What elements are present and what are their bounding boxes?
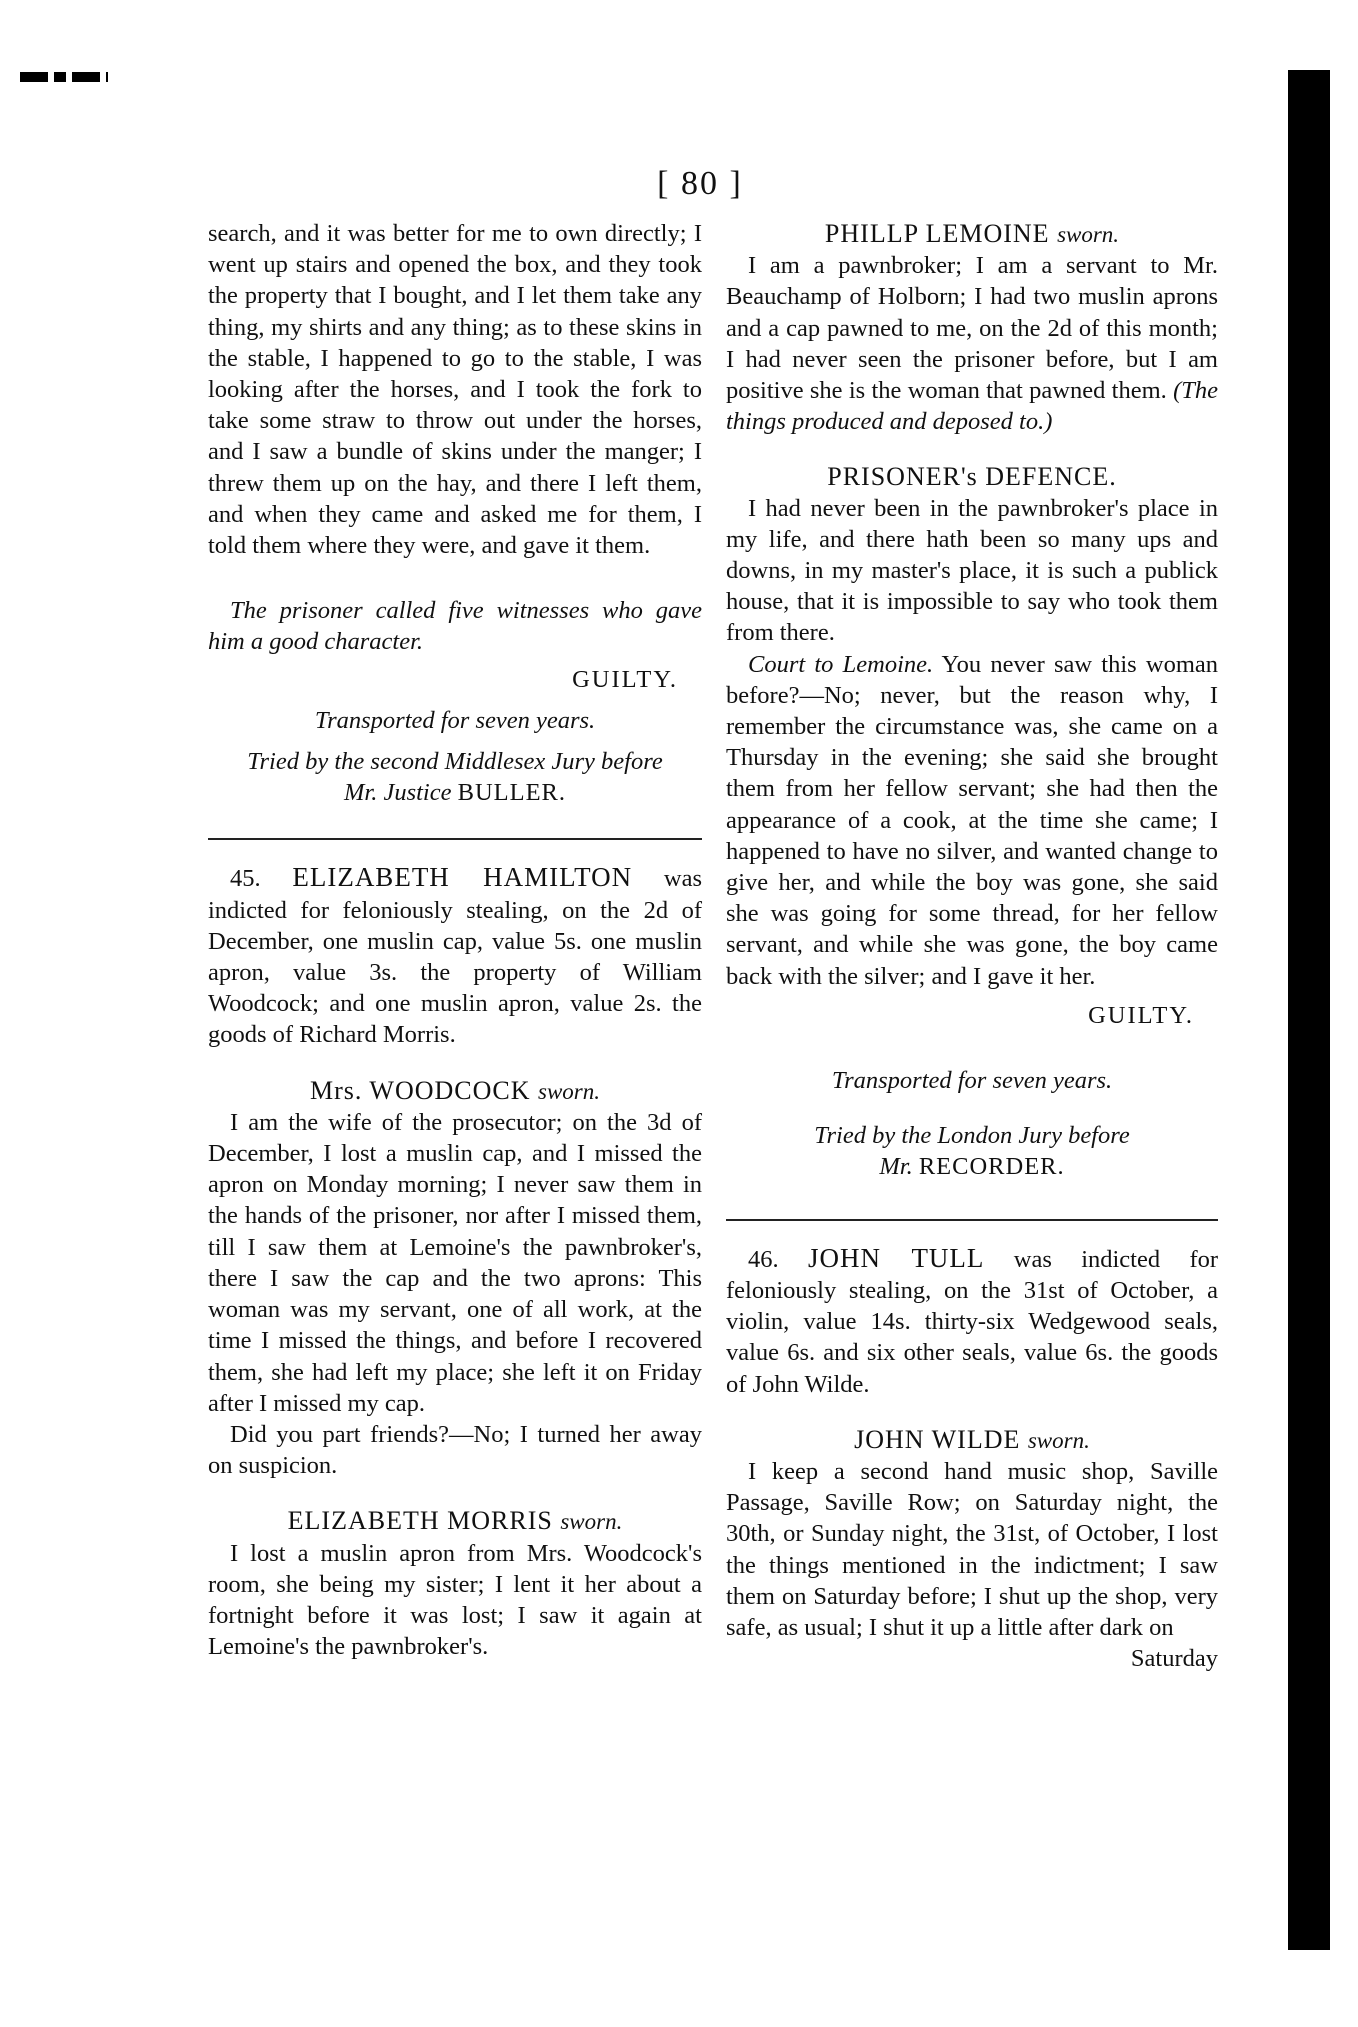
scan-edge-shadow	[1288, 70, 1330, 1950]
witness-name: ELIZABETH MORRIS	[287, 1506, 553, 1536]
scan-artifact-mark	[20, 72, 108, 82]
court-examination	[726, 649, 1218, 992]
case-number: 46.	[748, 1245, 779, 1273]
case-45-indictment	[208, 862, 702, 1050]
judge-title: Mr.	[879, 1153, 913, 1181]
judge-name: BULLER.	[457, 779, 567, 807]
court-label: Court to Lemoine.	[748, 650, 934, 678]
witness-heading	[726, 218, 1218, 250]
witness-testimony: I keep a second hand music shop, Saville Passage, Saville Row; on Saturday night, the 30th, or Sunday night, the 31st, of October, I lost the things mentioned in the indictment; I saw them on Saturday before; I shut up the shop, very safe, as usual; I shut it up a little after dark on	[726, 1457, 1218, 1641]
page-number: [ 80 ]	[657, 165, 743, 202]
witness-heading	[208, 1075, 702, 1107]
section-divider	[208, 838, 702, 840]
sentence: Transported for seven years.	[314, 706, 596, 734]
tried-by-judge	[726, 1151, 1218, 1182]
witness-name: PHILLP LEMOINE	[824, 219, 1050, 248]
indictment-text: was indicted for feloniously stealing, on the 31st of October, a violin, value 14s. thirty-six Wedgewood seals, value 6s. and six other seals, value 6s. the goods of John Wilde.	[726, 1245, 1219, 1398]
court-note: (The things produced and deposed to.)	[726, 377, 1219, 436]
court-text: You never saw this woman before?—No; never, but the reason why, I remember the circumstance was, she came on a Thursday in the evening; she said she brought them from her fellow servant; she had then the appearance of a cook, at the time she came; I happened to have no silver, and wanted change to give her, and while the boy was gone, she said she was going for some thread, for her fellow servant, and while she was gone, the boy came back with the silver; and I gave it her.	[726, 650, 1218, 990]
defence-text: I had never been in the pawnbroker's place in my life, and there hath been so many ups and downs, in my master's place, it is such a publick house, that it is impossible to say who took them from there.	[726, 494, 1218, 647]
verdict-guilty: GUILTY.	[1088, 1001, 1194, 1029]
witness-name: JOHN WILDE	[854, 1424, 1021, 1454]
judge-name: RECORDER.	[918, 1153, 1065, 1181]
witness-testimony	[726, 250, 1218, 437]
verdict-guilty: GUILTY.	[572, 665, 678, 693]
sworn-label: sworn.	[1057, 222, 1120, 247]
tried-by-judge	[208, 777, 702, 808]
witnesses-note: The prisoner called five witnesses who gave him a good character.	[208, 597, 702, 656]
witness-name: Mrs. WOODCOCK	[309, 1075, 531, 1105]
tried-by-line: Tried by the second Middlesex Jury before	[247, 748, 663, 776]
case-number: 45.	[230, 865, 261, 893]
defendant-name: ELIZABETH HAMILTON	[292, 862, 633, 893]
indictment-text: was indicted for feloniously stealing, on the 2d of December, one muslin cap, value 5s. one muslin apron, value 3s. the property of William Woodcock; and one muslin apron, value 2s. the goods of Richard Morris.	[208, 865, 702, 1049]
catchword: Saturday	[1130, 1645, 1218, 1673]
defence-heading: PRISONER's DEFENCE.	[827, 462, 1117, 492]
witness-heading	[726, 1424, 1218, 1456]
witness-testimony: I lost a muslin apron from Mrs. Woodcock's room, she being my sister; I lent it her about a fortnight before it was lost; I saw it again at Lemoine's the pawnbroker's.	[208, 1539, 702, 1661]
case-46-indictment	[726, 1243, 1218, 1400]
witness-testimony: I am the wife of the prosecutor; on the 3d of December, I lost a muslin cap, and I missed the apron on Monday morning; I never saw them in the hands of the prisoner, nor after I missed them, till I saw them at Lemoine's the pawnbroker's, there I saw the cap and the two aprons: This woman was my servant, one of all work, at the time I missed the things, and before I recovered them, she had left my place; she left it on Friday after I missed my cap.	[208, 1108, 702, 1417]
section-divider	[726, 1219, 1218, 1221]
sentence: Transported for seven years.	[831, 1067, 1113, 1095]
defendant-name: JOHN TULL	[807, 1242, 985, 1273]
witness-testimony: Did you part friends?—No; I turned her away on suspicion.	[208, 1420, 702, 1480]
sworn-label: sworn.	[560, 1509, 623, 1535]
judge-title: Mr. Justice	[343, 779, 452, 807]
left-column	[208, 218, 702, 1662]
testimony-continuation: search, and it was better for me to own directly; I went up stairs and opened the box, and they took the property that I bought, and I let them take any thing, my shirts and any thing; as to these skins in the stable, I happened to go to the stable, I was looking after the horses, and I took the fork to take some straw to throw out under the horses, and I saw a bundle of skins under the manger; I threw them up on the hay, and there I left them, and when they came and asked me for them, I told them where they were, and gave it them.	[208, 220, 702, 560]
sworn-label: sworn.	[538, 1078, 601, 1104]
tried-by-line: Tried by the London Jury before	[814, 1122, 1130, 1150]
witness-heading	[208, 1505, 702, 1537]
sworn-label: sworn.	[1027, 1427, 1090, 1453]
testimony-text: I am a pawnbroker; I am a servant to Mr. Beauchamp of Holborn; I had two muslin aprons and a cap pawned to me, on the 2d of this month; I had never seen the prisoner before, but I am positive she is the woman that pawned them.	[726, 252, 1218, 405]
right-column	[726, 218, 1218, 1674]
